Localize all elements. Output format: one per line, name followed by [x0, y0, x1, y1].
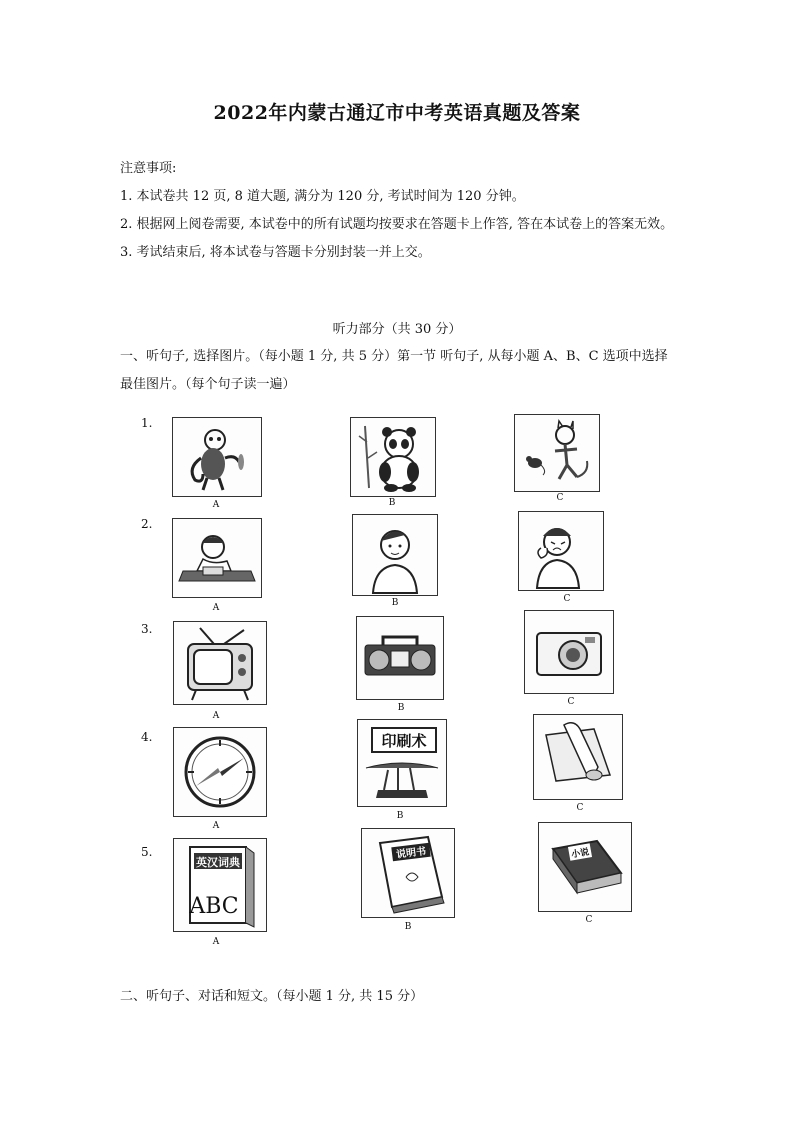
boy-crying-icon: [518, 511, 604, 591]
listening-header: 听力部分（共 30 分）: [332, 322, 462, 337]
monkey-icon: [172, 417, 262, 497]
option-label: B: [391, 598, 399, 608]
option-label: B: [396, 811, 404, 821]
radio-icon: [356, 616, 444, 700]
option-label: A: [212, 711, 220, 721]
option-label: C: [567, 697, 575, 707]
question-number: 1.: [141, 416, 153, 430]
tv-icon: [173, 621, 267, 705]
question-number: 2.: [141, 517, 153, 531]
option-label: A: [212, 821, 220, 831]
option-label: C: [563, 594, 571, 604]
manual-cover-text: 说明书: [395, 846, 427, 861]
option-label: B: [397, 703, 405, 713]
option-label: A: [212, 937, 220, 947]
novel-icon: [538, 822, 632, 912]
compass-icon: [173, 727, 267, 817]
option-label: C: [556, 493, 564, 503]
page-title: 2022年内蒙古通辽市中考英语真题及答案: [213, 102, 581, 124]
option-label: B: [388, 498, 396, 508]
boy-reading-icon: [172, 518, 262, 598]
dictionary-icon: [173, 838, 267, 932]
dictionary-letters: ABC: [189, 894, 239, 919]
camera-icon: [524, 610, 614, 694]
boy-portrait-icon: [352, 514, 438, 596]
option-label: B: [404, 922, 412, 932]
option-label: C: [585, 915, 593, 925]
question-number: 5.: [141, 845, 153, 859]
dictionary-cover-text: 英汉词典: [196, 856, 240, 869]
printing-icon: [357, 719, 447, 807]
notice-heading: 注意事项:: [120, 161, 177, 176]
cat-mouse-icon: [514, 414, 600, 492]
question-number: 3.: [141, 622, 153, 636]
notice-item: 1. 本试卷共 12 页, 8 道大题, 满分为 120 分, 考试时间为 120 分钟。: [120, 189, 525, 204]
option-label: A: [212, 500, 220, 510]
option-label: C: [576, 803, 584, 813]
notice-item: 2. 根据网上阅卷需要, 本试卷中的所有试题均按要求在答题卡上作答, 答在本试卷上的答案无效。: [120, 217, 674, 232]
notice-block: [120, 155, 680, 267]
paper-scroll-icon: [533, 714, 623, 800]
option-label: A: [212, 603, 220, 613]
novel-cover-text: 小说: [570, 847, 591, 861]
panda-icon: [350, 417, 436, 497]
printing-sign-text: 印刷术: [381, 732, 427, 750]
question-number: 4.: [141, 730, 153, 744]
part2-instruction: 二、听句子、对话和短文。（每小题 1 分, 共 15 分）: [120, 989, 424, 1004]
manual-icon: [361, 828, 455, 918]
part1-instruction: 一、听句子, 选择图片。（每小题 1 分, 共 5 分）第一节 听句子, 从每小题 A、B、C 选项中选择最佳图片。（每个句子读一遍）: [120, 349, 668, 392]
notice-item: 3. 考试结束后, 将本试卷与答题卡分别封装一并上交。: [120, 245, 431, 260]
